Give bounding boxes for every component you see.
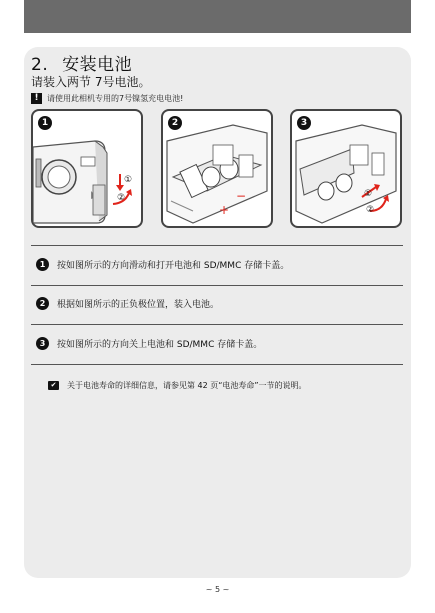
polarity-minus: − (236, 189, 247, 203)
step-number: 1 (36, 258, 49, 271)
warning-icon: ! (31, 93, 42, 104)
section-subtitle: 请装入两节 7号电池。 (31, 75, 151, 89)
header-bar (24, 0, 411, 33)
page-number: ~ 5 ~ (205, 585, 230, 594)
figure-number: 1 (38, 116, 52, 130)
section-title-text: 安装电池 (62, 55, 133, 75)
step-3 (36, 337, 262, 350)
step-text: 按如图所示的方向关上电池和 SD/MMC 存储卡盖。 (57, 340, 263, 350)
callout-1: ① (364, 189, 373, 199)
figure-number: 2 (168, 116, 182, 130)
callout-1: ① (124, 175, 133, 185)
section-title (31, 50, 132, 75)
note-text: 关于电池寿命的详细信息，请参见第 42 页“电池寿命”一节的说明。 (67, 381, 307, 390)
warning-row (31, 92, 183, 104)
step-number: 3 (36, 337, 49, 350)
polarity-plus: + (219, 203, 230, 217)
step-1 (36, 258, 289, 271)
warning-text: 请使用此相机专用的7号镍氢充电电池! (47, 93, 184, 103)
divider (31, 364, 403, 365)
divider (31, 324, 403, 325)
check-icon: ✔ (48, 381, 59, 390)
section-number: 2. (31, 55, 49, 75)
note-row (48, 380, 307, 391)
figure-1 (31, 109, 143, 228)
step-2 (36, 297, 219, 310)
step-text: 根据如图所示的正负极位置，装入电池。 (57, 300, 220, 310)
divider (31, 245, 403, 246)
figure-number: 3 (297, 116, 311, 130)
figure-3 (290, 109, 402, 228)
step-text: 按如图所示的方向滑动和打开电池和 SD/MMC 存储卡盖。 (57, 261, 290, 271)
figure-2 (161, 109, 273, 228)
step-number: 2 (36, 297, 49, 310)
divider (31, 285, 403, 286)
callout-2: ② (117, 193, 126, 203)
callout-2: ② (366, 205, 375, 215)
